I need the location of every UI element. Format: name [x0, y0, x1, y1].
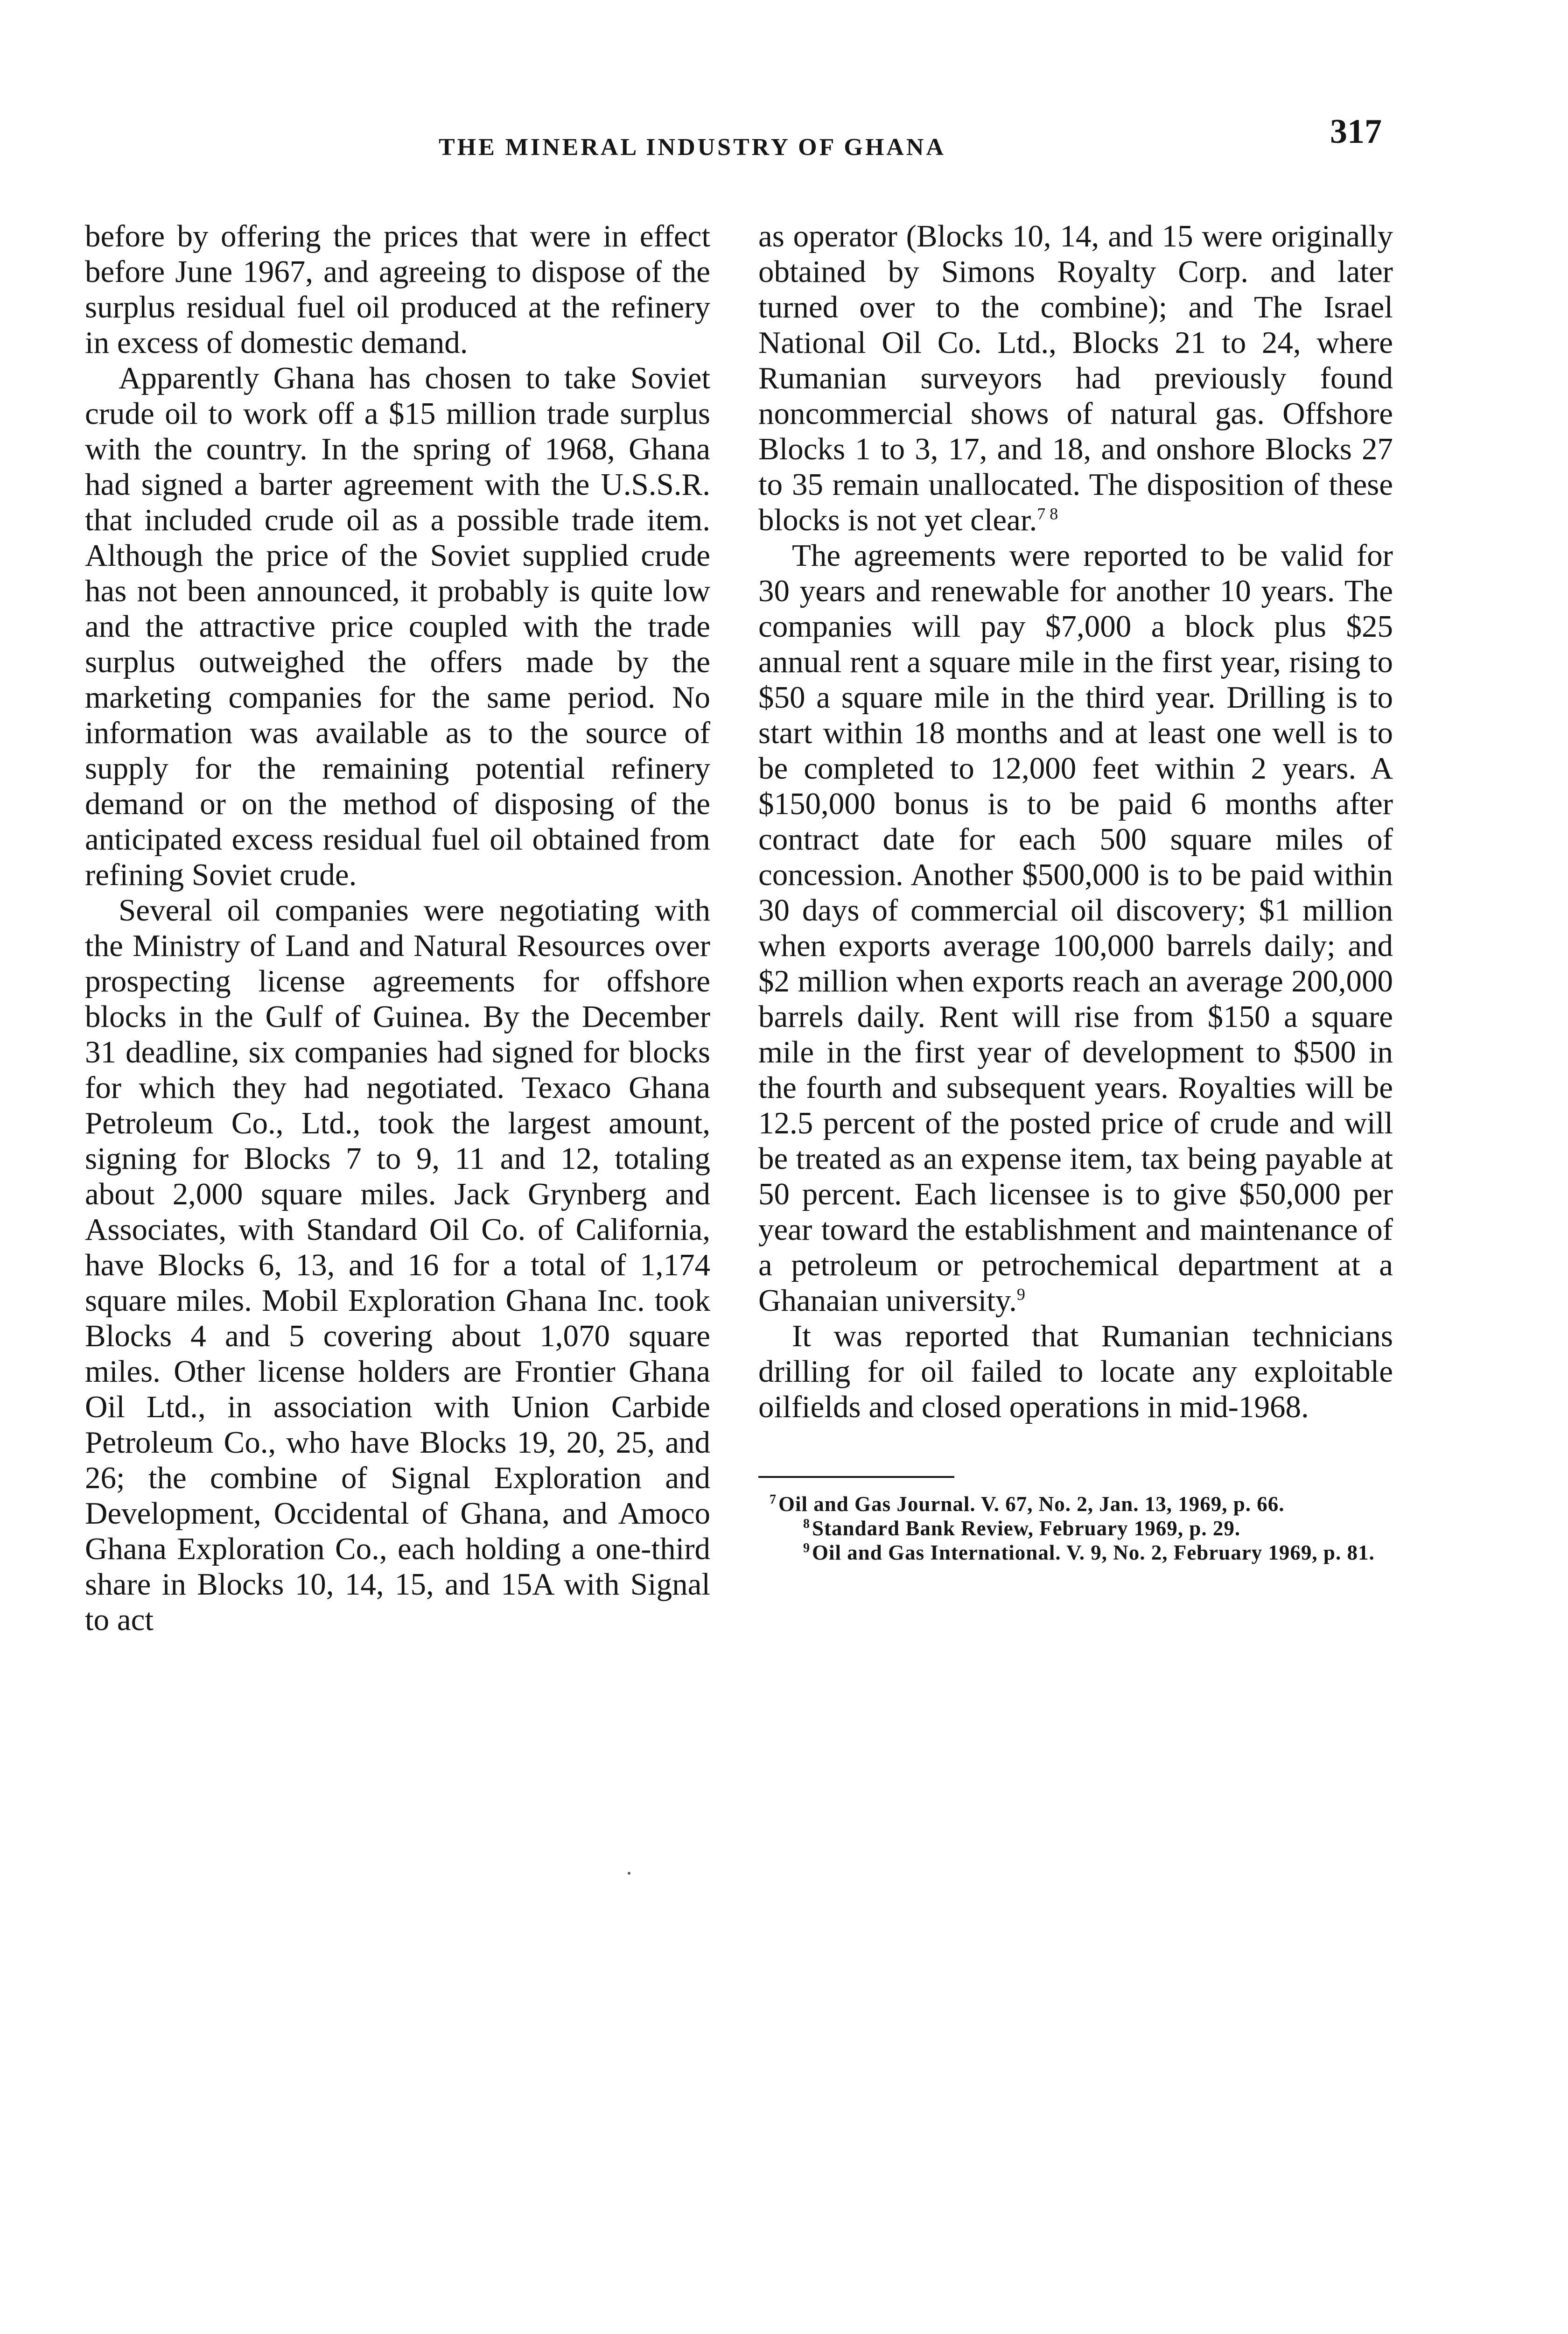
footnote-text: Oil and Gas International. V. 9, No. 2, February 1969, p. 81.: [812, 1541, 1375, 1564]
paragraph-agreement-terms: [758, 538, 1393, 1318]
paragraph-operator-blocks: [758, 218, 1393, 538]
footnote-reference: 7 8: [1037, 504, 1058, 523]
footnote-reference: 9: [1016, 1285, 1025, 1304]
footnotes: [758, 1492, 1393, 1565]
scan-speck: [628, 1872, 630, 1875]
footnote-divider: [758, 1476, 954, 1478]
page-number: 317: [1330, 112, 1382, 151]
left-column: [85, 218, 710, 1638]
running-head: THE MINERAL INDUSTRY OF GHANA: [439, 134, 946, 161]
paragraph-rumanian-technicians: It was reported that Rumanian technicians drilling for oil failed to locate any exploitable oilfields and closed operations in mid-1968.: [758, 1319, 1393, 1424]
page-header: [0, 112, 1475, 173]
footnote-7: [758, 1492, 1393, 1516]
footnote-8: [758, 1516, 1393, 1540]
footnote-9: [758, 1540, 1393, 1565]
paragraph-operator-blocks-text: as operator (Blocks 10, 14, and 15 were originally obtained by Simons Royalty Corp. and later turned over to the combine); and The Israel National Oil Co. Ltd., Blocks 21 to 24, where Rumanian surveyors had previously found noncommercial shows of natural gas. Offshore Blocks 1 to 3, 17, and 18, and onshore Blocks 27 to 35 remain unallocated. The disposition of these blocks is not yet clear.: [758, 219, 1393, 537]
footnote-number: 8: [803, 1517, 810, 1531]
footnote-text: Oil and Gas Journal. V. 67, No. 2, Jan. 13, 1969, p. 66.: [778, 1492, 1285, 1516]
footnote-text: Standard Bank Review, February 1969, p. 29.: [812, 1517, 1241, 1540]
footnote-number: 9: [803, 1541, 810, 1555]
paragraph-soviet-crude: Apparently Ghana has chosen to take Soviet crude oil to work off a $15 million trade surplus with the country. In the spring of 1968, Ghana had signed a barter agreement with the U.S.S.R. that included crude oil as a possible trade item. Although the price of the Soviet supplied crude has not been announced, it probably is quite low and the attractive price coupled with the trade surplus outweighed the offers made by the marketing companies for the same period. No information was available as to the source of supply for the remaining potential refinery demand or on the method of disposing of the anticipated excess residual fuel oil obtained from refining Soviet crude.: [85, 361, 710, 892]
paragraph-crude-pricing: before by offering the prices that were in effect before June 1967, and agreeing to dispose of the surplus residual fuel oil produced at the refinery in excess of domestic demand.: [85, 219, 710, 360]
footnote-number: 7: [770, 1492, 777, 1507]
right-column: [758, 218, 1393, 1565]
paragraph-oil-companies: Several oil companies were negotiating with the Ministry of Land and Natural Resources over prospecting license agreements for offshore blocks in the Gulf of Guinea. By the December 31 deadline, six companies had signed for blocks for which they had negotiated. Texaco Ghana Petroleum Co., Ltd., took the largest amount, signing for Blocks 7 to 9, 11 and 12, totaling about 2,000 square miles. Jack Grynberg and Associates, with Standard Oil Co. of California, have Blocks 6, 13, and 16 for a total of 1,174 square miles. Mobil Exploration Ghana Inc. took Blocks 4 and 5 covering about 1,070 square miles. Other license holders are Frontier Ghana Oil Ltd., in association with Union Carbide Petroleum Co., who have Blocks 19, 20, 25, and 26; the combine of Signal Exploration and Development, Occidental of Ghana, and Amoco Ghana Exploration Co., each holding a one-third share in Blocks 10, 14, 15, and 15A with Signal to act: [85, 893, 710, 1637]
paragraph-agreement-terms-text: The agreements were reported to be valid for 30 years and renewable for another 10 years. The companies will pay $7,000 a block plus $25 annual rent a square mile in the first year, rising to $50 a square mile in the third year. Drilling is to start within 18 months and at least one well is to be completed to 12,000 feet within 2 years. A $150,000 bonus is to be paid 6 months after contract date for each 500 square miles of concession. Another $500,000 is to be paid within 30 days of commercial oil discovery; $1 million when exports average 100,000 barrels daily; and $2 million when exports reach an average 200,000 barrels daily. Rent will rise from $150 a square mile in the first year of development to $500 in the fourth and subsequent years. Royalties will be 12.5 percent of the posted price of crude and will be treated as an expense item, tax being payable at 50 percent. Each licensee is to give $50,000 per year toward the establishment and maintenance of a petroleum or petrochemical department at a Ghanaian university.: [758, 538, 1393, 1318]
